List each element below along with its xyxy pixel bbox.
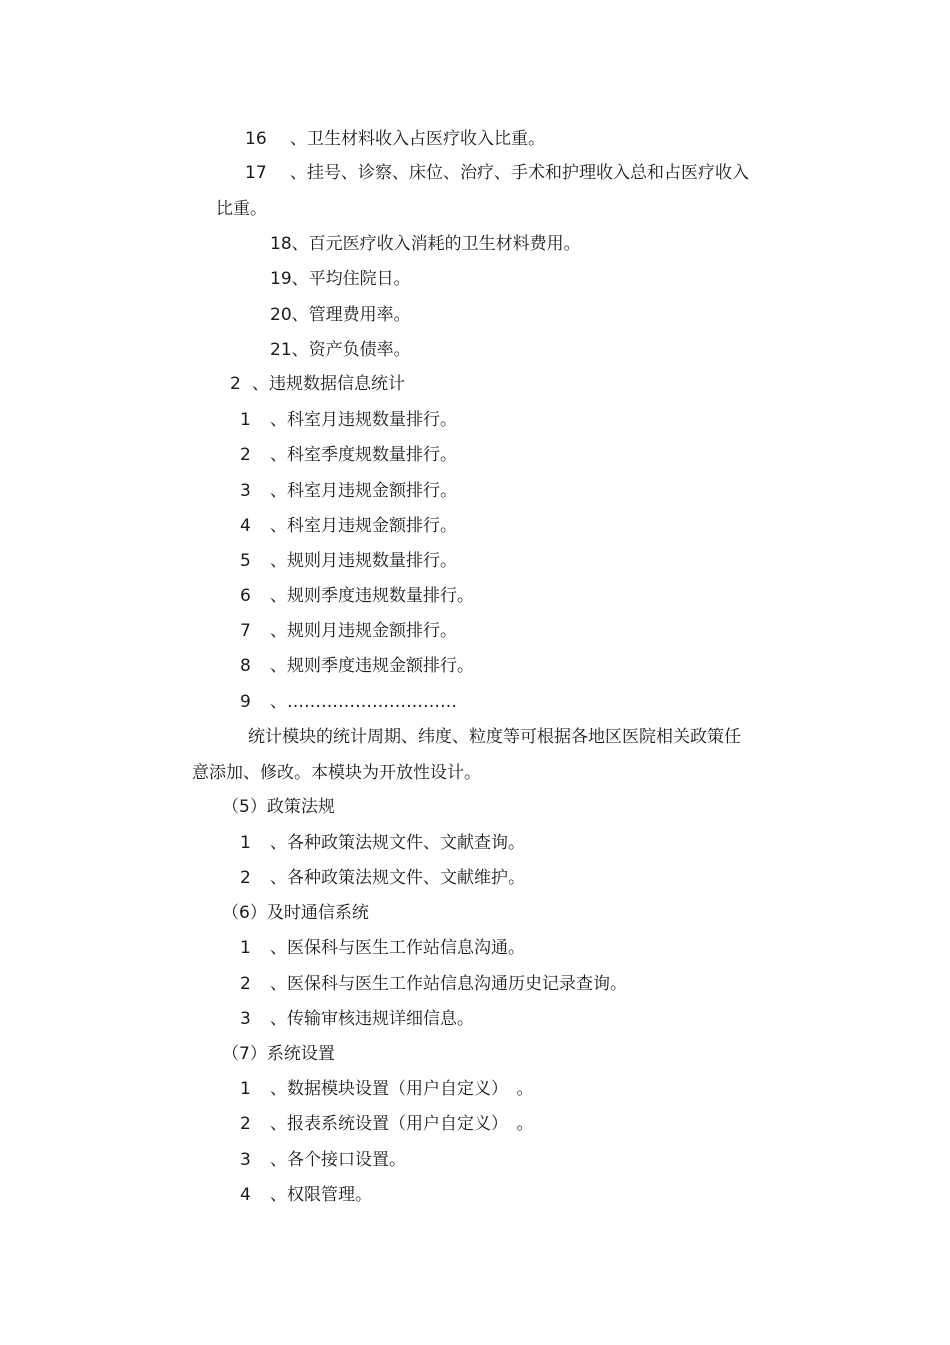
item-number: 3 xyxy=(240,1009,251,1029)
item-text: 、医保科与医生工作站信息沟通。 xyxy=(270,938,525,958)
item-number: 4 xyxy=(240,1185,251,1205)
item-number: 2 xyxy=(240,868,251,888)
item-text: 、各种政策法规文件、文献维护。 xyxy=(270,868,525,888)
item-text: 、科室月违规金额排行。 xyxy=(270,516,457,536)
item-text-continuation: 比重。 xyxy=(216,199,267,219)
item-text: 20、管理费用率。 xyxy=(270,305,411,325)
item-number: 8 xyxy=(240,656,251,676)
item-text: 、各个接口设置。 xyxy=(270,1150,406,1170)
item-text: 、数据模块设置（用户自定义） 。 xyxy=(270,1079,534,1099)
item-text: 、各种政策法规文件、文献查询。 xyxy=(270,833,525,853)
item-text: 、规则季度违规数量排行。 xyxy=(270,586,474,606)
paragraph-line: 统计模块的统计周期、纬度、粒度等可根据各地区医院相关政策任 xyxy=(248,727,741,747)
item-text: 、科室季度规数量排行。 xyxy=(270,445,457,465)
item-text: 、科室月违规金额排行。 xyxy=(270,481,457,501)
section-heading: 、违规数据信息统计 xyxy=(252,374,405,394)
item-number: 16 xyxy=(245,129,267,149)
item-number: 6 xyxy=(240,586,251,606)
item-text: 、卫生材料收入占医疗收入比重。 xyxy=(290,129,545,149)
section-heading: （7）系统设置 xyxy=(222,1044,335,1064)
item-number: 4 xyxy=(240,516,251,536)
item-text: 18、百元医疗收入消耗的卫生材料费用。 xyxy=(270,234,581,254)
item-number: 5 xyxy=(240,551,251,571)
item-text: 、权限管理。 xyxy=(270,1185,372,1205)
item-number: 2 xyxy=(240,445,251,465)
item-text: 、挂号、诊察、床位、治疗、手术和护理收入总和占医疗收入 xyxy=(290,163,749,183)
item-text: 、科室月违规数量排行。 xyxy=(270,410,457,430)
item-text: 21、资产负债率。 xyxy=(270,340,411,360)
section-heading: （5）政策法规 xyxy=(222,797,335,817)
paragraph-line: 意添加、修改。本模块为开放性设计。 xyxy=(192,763,481,783)
item-text: 、报表系统设置（用户自定义） 。 xyxy=(270,1114,534,1134)
section-heading: （6）及时通信系统 xyxy=(222,903,369,923)
item-number: 2 xyxy=(240,1114,251,1134)
item-number: 7 xyxy=(240,621,251,641)
item-text: 19、平均住院日。 xyxy=(270,269,411,289)
item-number: 1 xyxy=(240,1079,251,1099)
item-number: 17 xyxy=(245,163,267,183)
item-number: 2 xyxy=(240,974,251,994)
item-text: 、规则季度违规金额排行。 xyxy=(270,656,474,676)
item-number: 3 xyxy=(240,481,251,501)
item-number: 1 xyxy=(240,938,251,958)
item-number: 9 xyxy=(240,692,251,712)
item-text: 、………………………… xyxy=(270,692,457,712)
item-number: 3 xyxy=(240,1150,251,1170)
item-text: 、规则月违规数量排行。 xyxy=(270,551,457,571)
item-text: 、传输审核违规详细信息。 xyxy=(270,1009,474,1029)
section-number: 2 xyxy=(230,374,241,394)
item-text: 、医保科与医生工作站信息沟通历史记录查询。 xyxy=(270,974,627,994)
item-number: 1 xyxy=(240,833,251,853)
item-number: 1 xyxy=(240,410,251,430)
item-text: 、规则月违规金额排行。 xyxy=(270,621,457,641)
